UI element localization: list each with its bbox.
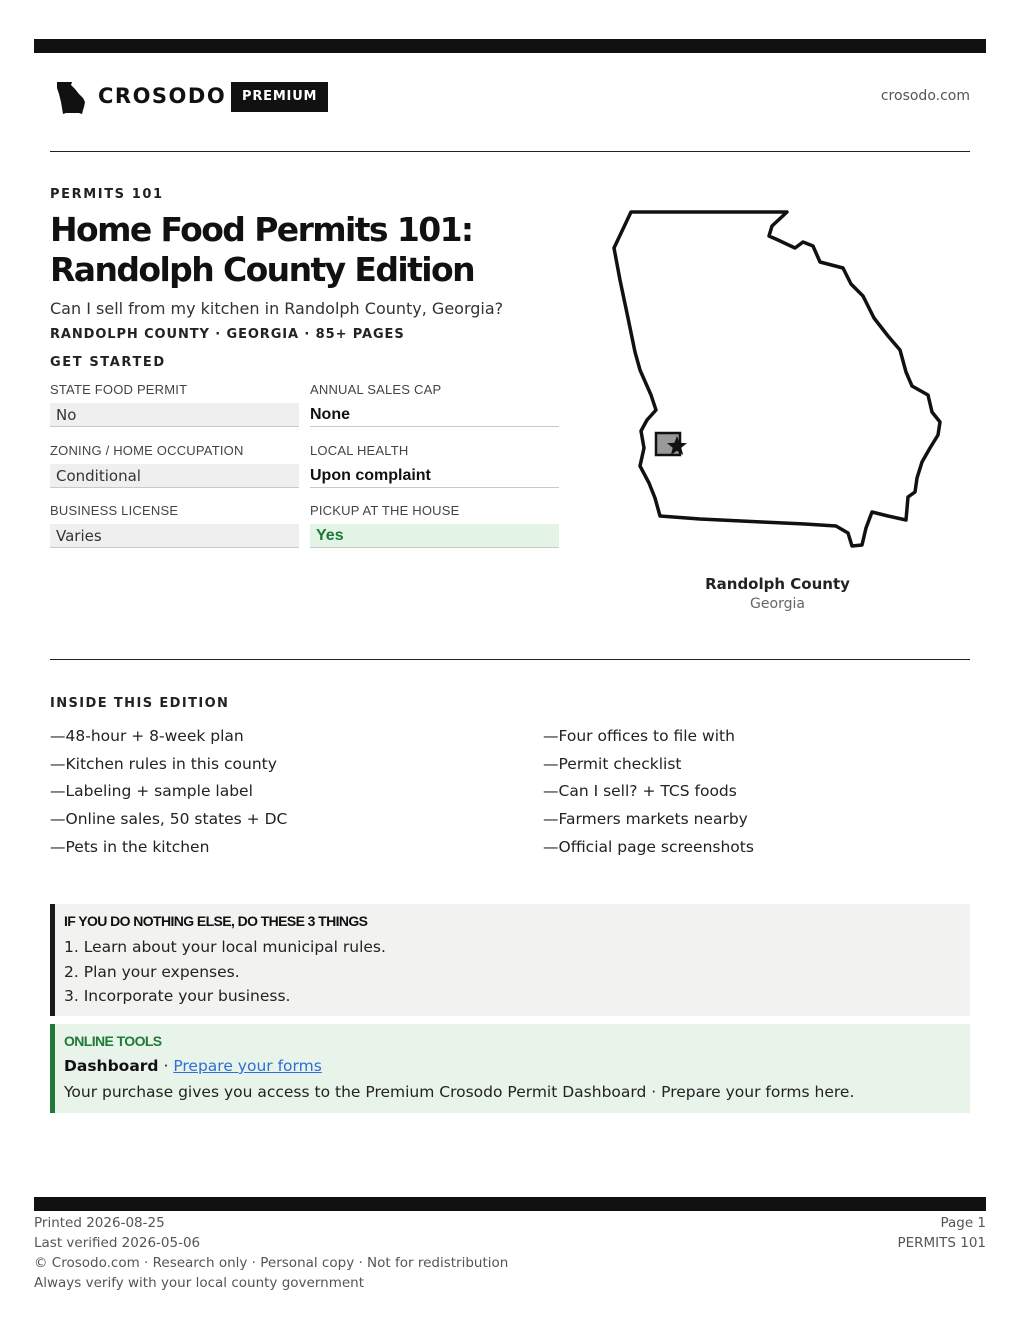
verify-note: Always verify with your local county government <box>34 1275 364 1291</box>
online-tools-callout <box>50 1024 970 1113</box>
list-item: —48-hour + 8-week plan <box>50 727 244 745</box>
title-line-2: Randolph County Edition <box>50 250 474 289</box>
list-item: 1. Learn about your local municipal rules. <box>64 938 386 956</box>
header <box>50 78 970 118</box>
brand-name: CROSODO <box>98 84 227 108</box>
footer-left <box>34 1213 508 1293</box>
title-line-1: Home Food Permits 101: <box>50 210 473 249</box>
three-things-callout <box>50 904 970 1016</box>
list-item: —Four offices to file with <box>543 727 735 745</box>
fact-state-food-permit <box>50 382 299 434</box>
top-bar <box>34 39 986 53</box>
page-subtitle: Can I sell from my kitchen in Randolph County, Georgia? <box>50 299 504 318</box>
footer-section: PERMITS 101 <box>897 1235 986 1251</box>
list-item: —Official page screenshots <box>543 837 754 856</box>
prepare-forms-link[interactable]: Prepare your forms <box>173 1057 322 1075</box>
tools-description: Your purchase gives you access to the Premium Crosodo Permit Dashboard · Prepare your forms here. <box>64 1083 855 1101</box>
georgia-logo-icon <box>54 80 88 116</box>
copyright-notice: © Crosodo.com · Research only · Personal copy · Not for redistribution <box>34 1255 509 1271</box>
fact-pickup-at-house <box>310 503 559 555</box>
tools-dashboard-line <box>64 1055 970 1077</box>
list-item: —Can I sell? + TCS foods <box>543 782 737 801</box>
georgia-outline <box>614 212 940 546</box>
get-started-heading: GET STARTED <box>50 355 166 370</box>
list-item: 2. Plan your expenses. <box>64 962 240 981</box>
list-item: —Permit checklist <box>543 754 682 773</box>
page-title <box>50 210 570 290</box>
georgia-county-map <box>605 205 950 555</box>
fact-label: STATE FOOD PERMIT <box>50 382 188 397</box>
section-divider <box>50 659 970 660</box>
printed-date: Printed 2026-08-25 <box>34 1215 165 1231</box>
fact-value: None <box>310 403 559 427</box>
header-divider <box>50 151 970 152</box>
fact-local-health <box>310 443 559 495</box>
list-item: —Kitchen rules in this county <box>50 754 277 773</box>
dashboard-label: Dashboard <box>64 1057 159 1075</box>
tools-separator: · <box>158 1057 174 1075</box>
page-number: Page 1 <box>940 1215 986 1231</box>
page-meta: RANDOLPH COUNTY · GEORGIA · 85+ PAGES <box>50 327 405 342</box>
inside-list-right <box>543 723 963 862</box>
footer-bar <box>34 1197 986 1211</box>
verified-date: Last verified 2026-05-06 <box>34 1235 201 1251</box>
list-item: —Labeling + sample label <box>50 782 253 801</box>
list-item: —Online sales, 50 states + DC <box>50 810 288 829</box>
fact-annual-sales-cap <box>310 382 559 434</box>
fact-label: ANNUAL SALES CAP <box>310 382 442 397</box>
tools-title: ONLINE TOOLS <box>64 1033 162 1049</box>
list-item: —Pets in the kitchen <box>50 837 210 856</box>
footer-right <box>897 1213 986 1253</box>
fact-label: LOCAL HEALTH <box>310 443 409 458</box>
fact-value: Yes <box>310 524 559 548</box>
callout-list <box>64 935 970 1009</box>
fact-value: Conditional <box>50 464 299 488</box>
inside-list-left <box>50 723 470 862</box>
fact-zoning <box>50 443 299 495</box>
map-county-label: Randolph County <box>705 575 850 593</box>
inside-edition-heading: INSIDE THIS EDITION <box>50 696 230 711</box>
fact-label: BUSINESS LICENSE <box>50 503 179 518</box>
premium-badge: PREMIUM <box>231 82 328 112</box>
callout-title: IF YOU DO NOTHING ELSE, DO THESE 3 THINGS <box>64 913 368 929</box>
list-item: —Farmers markets nearby <box>543 810 748 829</box>
fact-value: Varies <box>50 524 299 548</box>
fact-label: ZONING / HOME OCCUPATION <box>50 443 244 458</box>
fact-value: No <box>50 403 299 427</box>
list-item: 3. Incorporate your business. <box>64 987 291 1005</box>
fact-value: Upon complaint <box>310 464 559 488</box>
section-kicker: PERMITS 101 <box>50 187 164 202</box>
fact-label: PICKUP AT THE HOUSE <box>310 503 460 518</box>
map-state-label: Georgia <box>750 596 805 612</box>
site-url[interactable]: crosodo.com <box>880 88 970 104</box>
fact-business-license <box>50 503 299 555</box>
